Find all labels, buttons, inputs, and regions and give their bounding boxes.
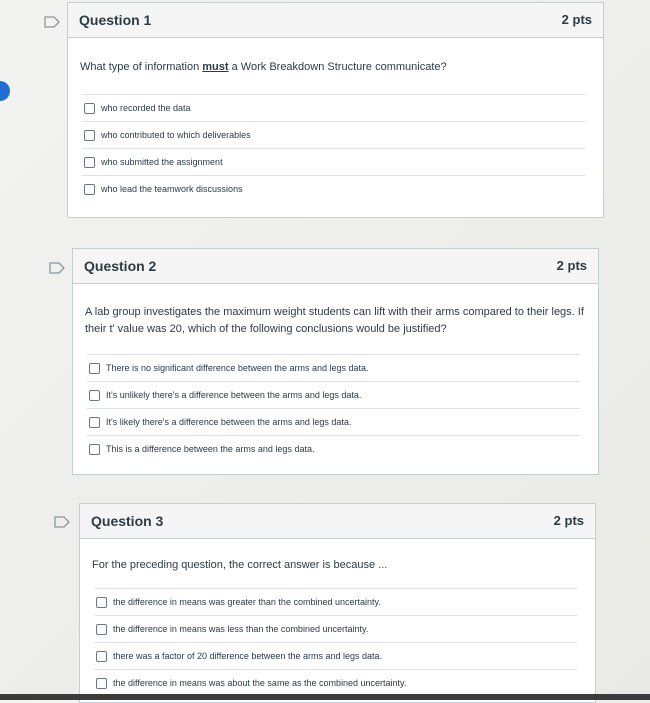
answer-list <box>82 94 585 202</box>
question-3-header <box>80 504 595 539</box>
checkbox[interactable] <box>84 157 95 168</box>
checkbox[interactable] <box>89 390 100 401</box>
answer-option[interactable]: the difference in means was greater than the combined uncertainty. <box>94 588 577 615</box>
question-points: 2 pts <box>561 12 592 27</box>
answer-option[interactable]: It's unlikely there's a difference between the arms and legs data. <box>87 381 580 408</box>
question-2-header <box>73 249 598 284</box>
checkbox[interactable] <box>96 624 107 635</box>
answer-option[interactable]: who recorded the data <box>82 94 585 121</box>
answer-option[interactable]: It's likely there's a difference between the arms and legs data. <box>87 408 580 435</box>
checkbox[interactable] <box>96 651 107 662</box>
answer-option[interactable]: there was a factor of 20 difference between the arms and legs data. <box>94 642 577 669</box>
question-3 <box>79 503 596 703</box>
side-indicator-dot <box>0 81 10 101</box>
question-title: Question 2 <box>84 258 157 274</box>
question-points: 2 pts <box>553 513 584 528</box>
checkbox[interactable] <box>96 678 107 689</box>
checkbox[interactable] <box>89 363 100 374</box>
checkbox[interactable] <box>89 417 100 428</box>
question-1 <box>67 2 604 218</box>
checkbox[interactable] <box>84 130 95 141</box>
question-title: Question 3 <box>91 513 164 529</box>
checkbox[interactable] <box>84 184 95 195</box>
flag-question-1-icon[interactable] <box>44 16 60 28</box>
flag-question-3-icon[interactable] <box>54 516 70 528</box>
question-2 <box>72 248 599 475</box>
checkbox[interactable] <box>96 597 107 608</box>
question-1-header <box>68 3 603 38</box>
question-points: 2 pts <box>556 258 587 273</box>
answer-option[interactable]: This is a difference between the arms and legs data. <box>87 435 580 462</box>
answer-option[interactable]: who lead the teamwork discussions <box>82 175 585 202</box>
answer-option[interactable]: the difference in means was less than the combined uncertainty. <box>94 615 577 642</box>
answer-list <box>87 354 580 462</box>
bottom-edge <box>0 694 650 700</box>
question-text: A lab group investigates the maximum weight students can lift with their arms compared to their legs. If their t' value was 20, which of the following conclusions would be justified? <box>85 306 584 335</box>
answer-option[interactable]: who submitted the assignment <box>82 148 585 175</box>
emphasis-word: must <box>202 61 229 73</box>
checkbox[interactable] <box>84 103 95 114</box>
question-text: What type of information must a Work Breakdown Structure communicate? <box>80 61 447 73</box>
flag-question-2-icon[interactable] <box>49 262 65 274</box>
answer-option[interactable]: There is no significant difference between the arms and legs data. <box>87 354 580 381</box>
checkbox[interactable] <box>89 444 100 455</box>
answer-option[interactable]: the difference in means was about the same as the combined uncertainty. <box>94 669 577 696</box>
question-text: For the preceding question, the correct answer is because ... <box>92 559 388 571</box>
question-title: Question 1 <box>79 12 152 28</box>
answer-list <box>94 588 577 696</box>
answer-option[interactable]: who contributed to which deliverables <box>82 121 585 148</box>
